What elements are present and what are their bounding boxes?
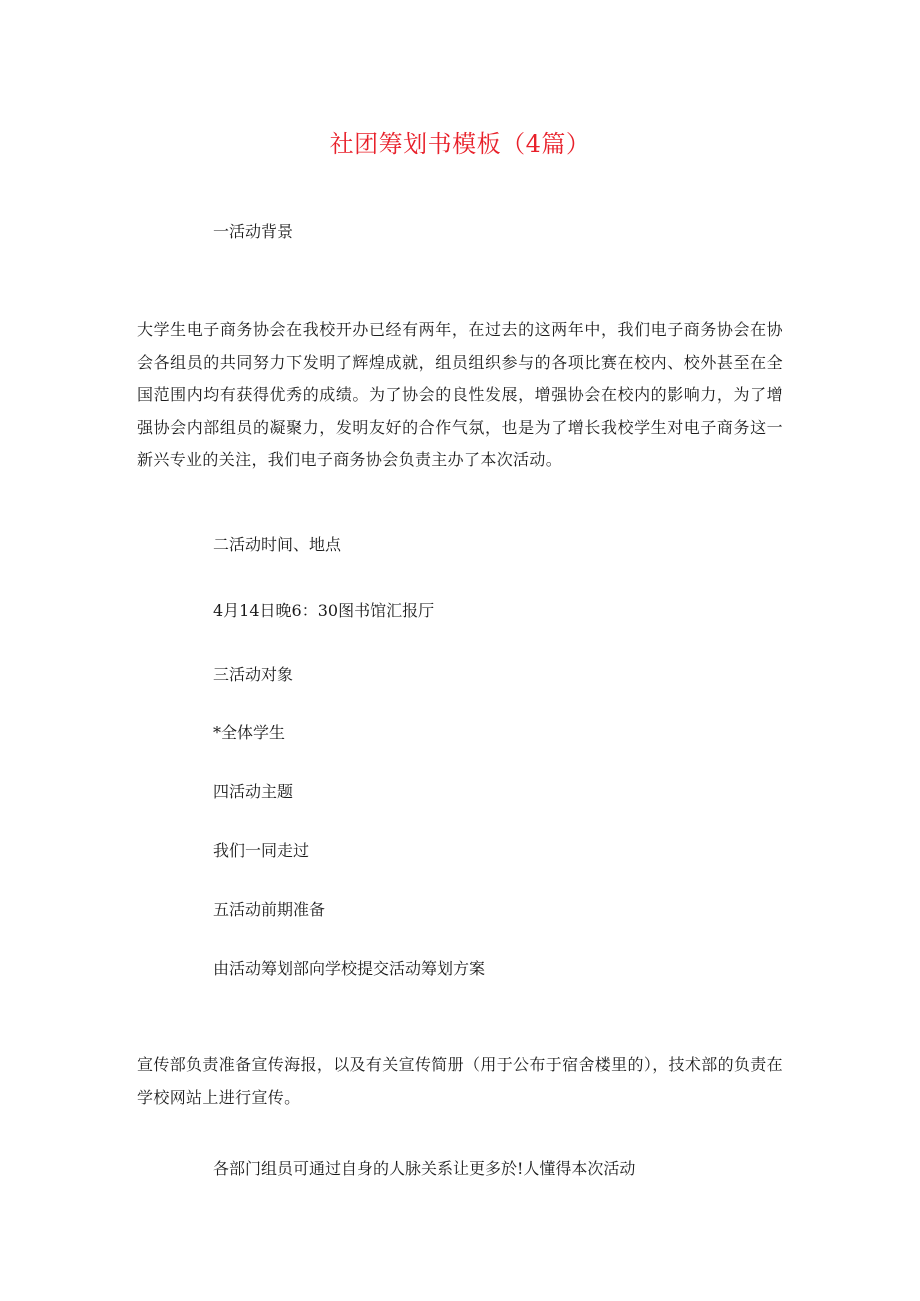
section-heading-preparation: 五活动前期准备	[213, 900, 326, 919]
paragraph-preparation-1: 由活动筹划部向学校提交活动筹划方案	[213, 959, 486, 978]
paragraph-background: 大学生电子商务协会在我校开办已经有两年，在过去的这两年中，我们电子商务协会在协会各组员的共同努力下发明了辉煌成就，组员组织参与的各项比赛在校内、校外甚至在全国范围内均有获得优秀的成绩。为了协会的良性发展，增强协会在校内的影响力，为了增强协会内部组员的凝聚力，发明友好的合作气氛，也是为了增长我校学生对电子商务这一新兴专业的关注，我们电子商务协会负责主办了本次活动。	[137, 320, 783, 469]
paragraph-preparation-2: 宣传部负责准备宣传海报，以及有关宣传简册（用于公布于宿舍楼里的），技术部的负责在学校网站上进行宣传。	[137, 1055, 784, 1107]
paragraph-audience: *全体学生	[213, 723, 286, 742]
paragraph-theme: 我们一同走过	[213, 841, 310, 860]
section-heading-time-place: 二活动时间、地点	[213, 535, 342, 554]
paragraph-time-place: 4月14日晚6：30图书馆汇报厅	[213, 601, 435, 620]
document-title: 社团筹划书模板（4篇）	[329, 130, 591, 158]
section-heading-audience: 三活动对象	[213, 665, 294, 684]
section-heading-background: 一活动背景	[213, 222, 294, 241]
paragraph-preparation-3: 各部门组员可通过自身的人脉关系让更多於!人懂得本次活动	[213, 1159, 636, 1178]
section-heading-theme: 四活动主题	[213, 782, 294, 801]
